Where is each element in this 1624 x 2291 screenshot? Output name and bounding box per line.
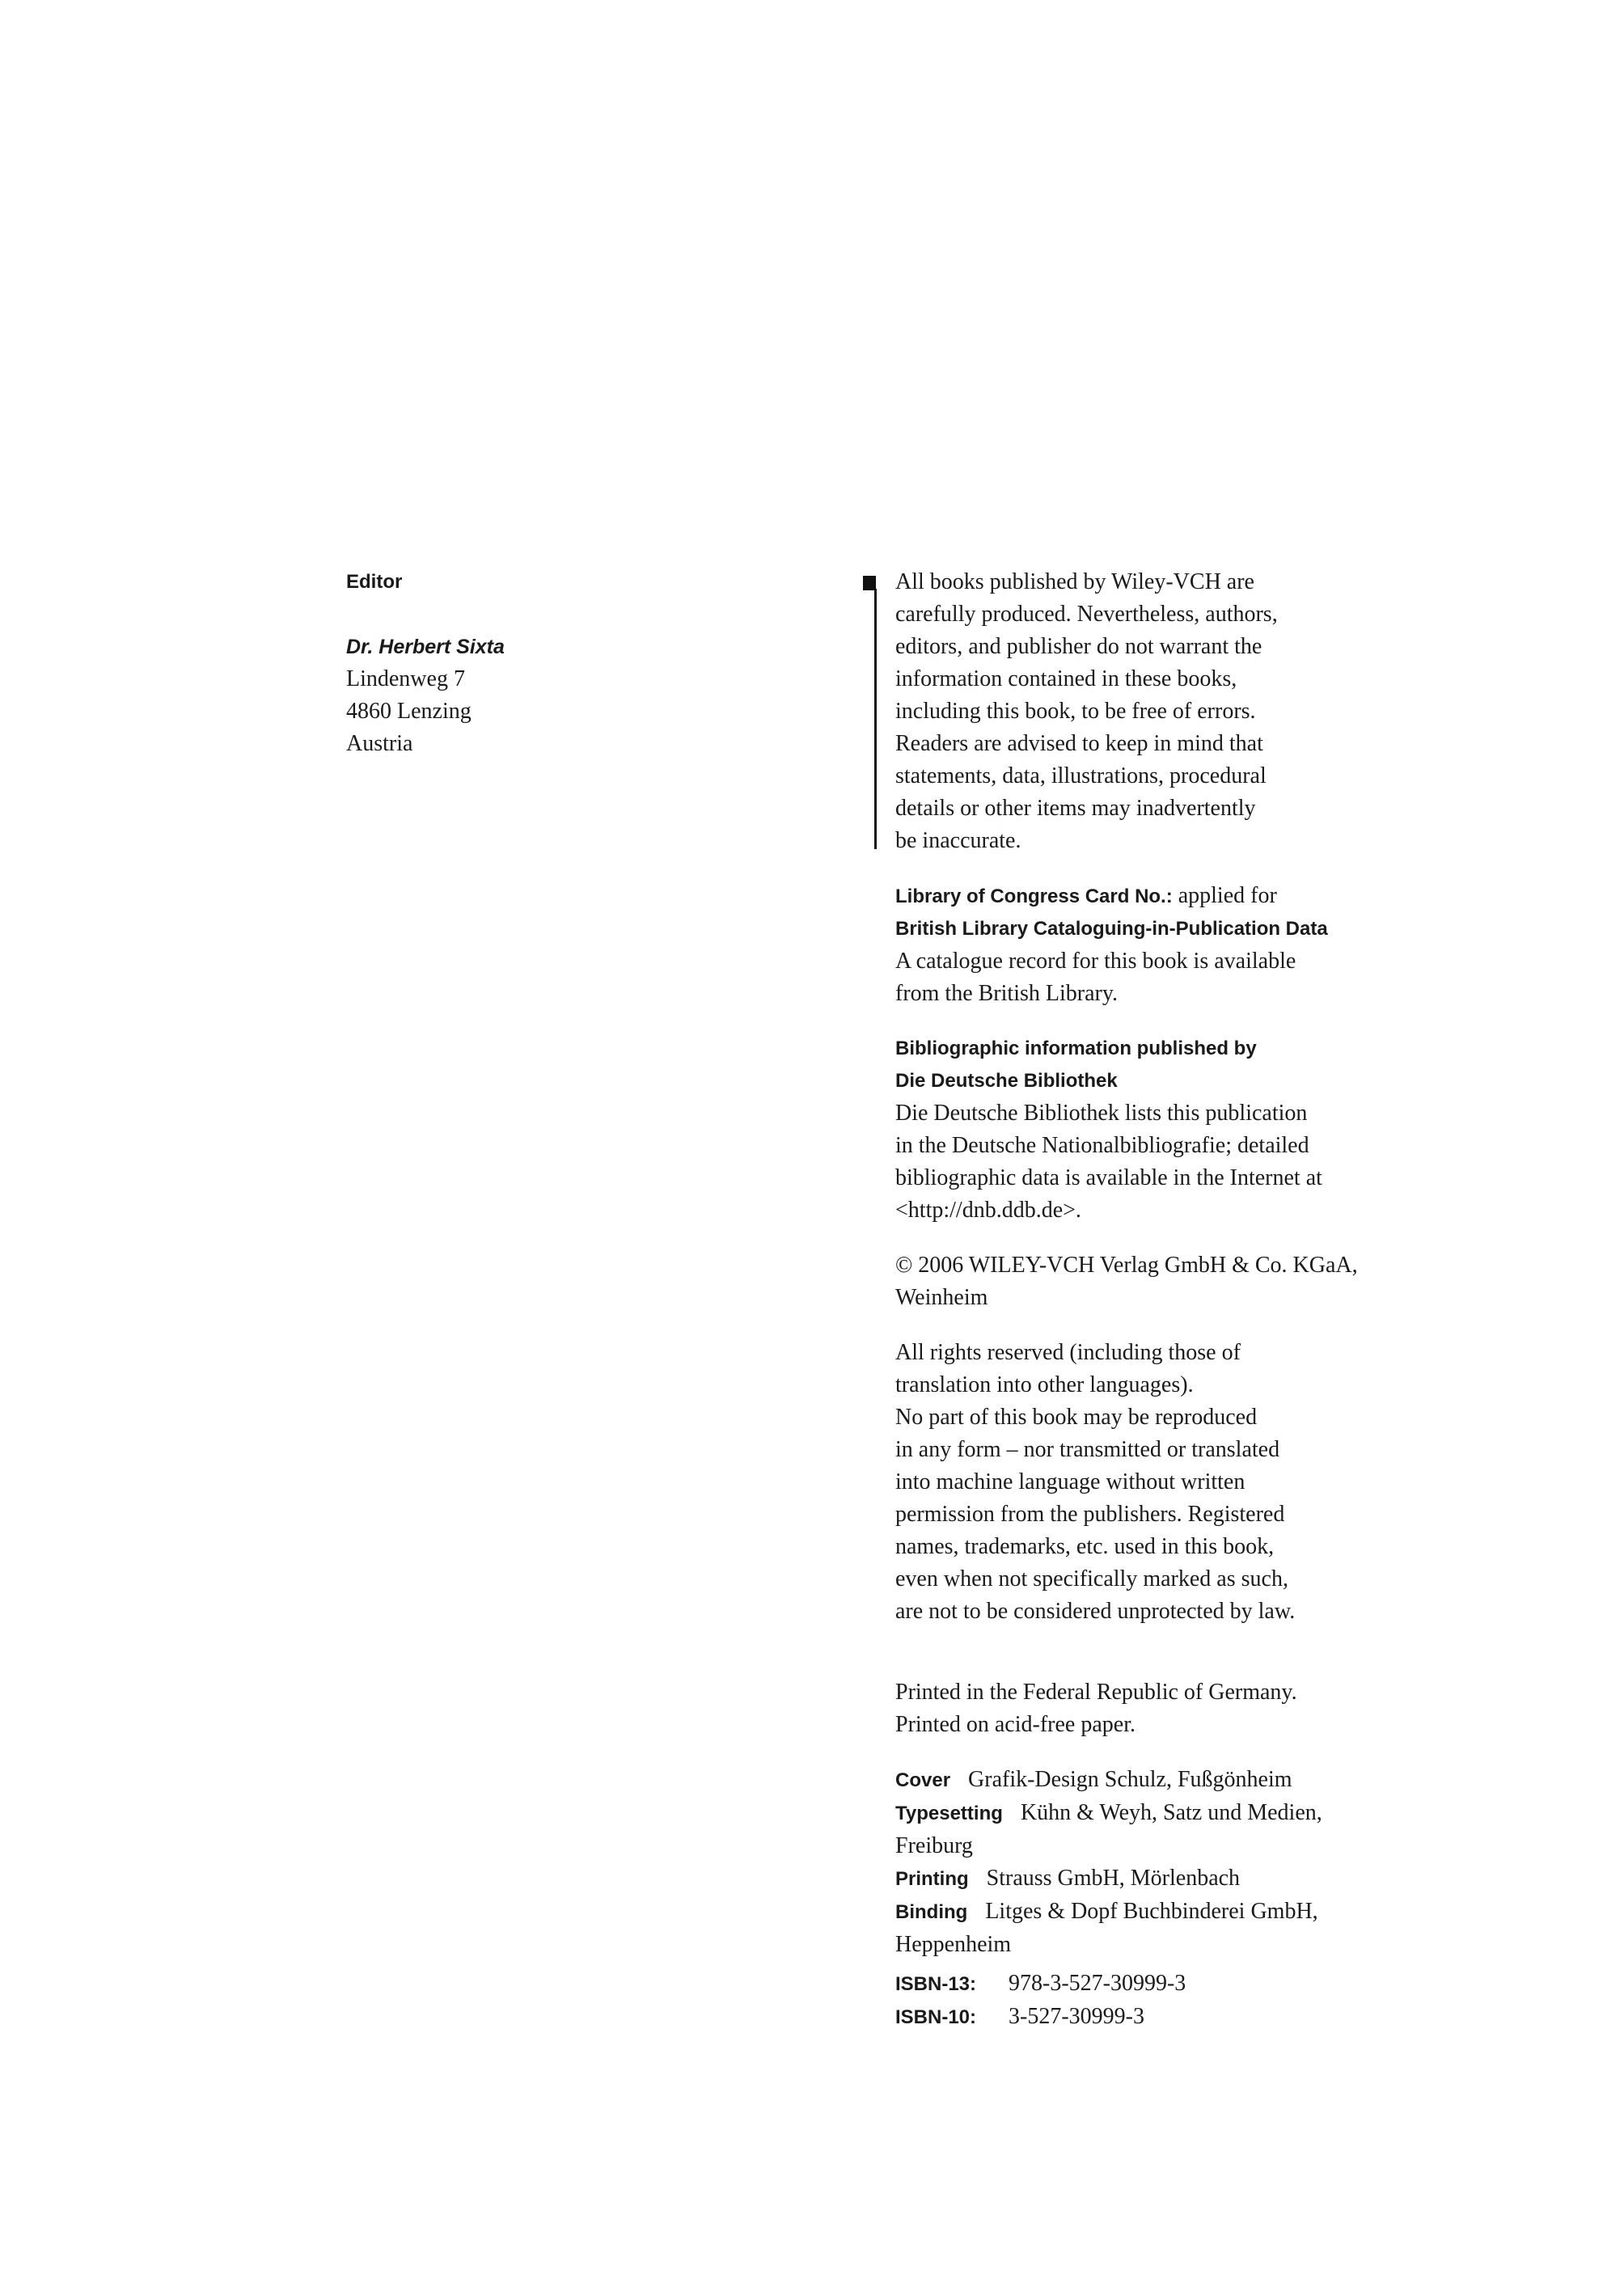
credit-value: Strauss GmbH, Mörlenbach [986, 1866, 1241, 1891]
credit-value: Grafik-Design Schulz, Fußgönheim [968, 1767, 1292, 1792]
credit-typesetting [895, 1797, 1413, 1830]
rights-paragraph [895, 1337, 1413, 1628]
disclaimer-paragraph [895, 566, 1413, 857]
disclaimer-line: editors, and publisher do not warrant the [895, 634, 1262, 659]
disclaimer-line: Readers are advised to keep in mind that [895, 731, 1263, 756]
bl-text-line: from the British Library. [895, 981, 1119, 1006]
rights-line: No part of this book may be reproduced [895, 1405, 1258, 1430]
credit-label: Typesetting [895, 1803, 1003, 1824]
disclaimer-line: information contained in these books, [895, 666, 1237, 691]
disclaimer-line: details or other items may inadvertently [895, 796, 1256, 821]
credit-label: Binding [895, 1901, 968, 1923]
loc-label: Library of Congress Card No.: [895, 886, 1173, 907]
printed-line: Printed on acid-free paper. [895, 1712, 1136, 1737]
rights-line: in any form – nor transmitted or translated [895, 1437, 1280, 1462]
printed-line: Printed in the Federal Republic of Germany. [895, 1680, 1297, 1705]
isbn-block [895, 1968, 1413, 2034]
rights-line: translation into other languages). [895, 1372, 1194, 1397]
bl-heading: British Library Cataloguing-in-Publication Data [895, 918, 1328, 940]
disclaimer-line: be inaccurate. [895, 828, 1021, 853]
dnb-info [895, 1033, 1413, 1227]
library-info [895, 880, 1413, 1010]
address-line: 4860 Lenzing [346, 699, 472, 724]
editor-heading: Editor [346, 571, 403, 593]
isbn10-label: ISBN-10: [895, 2006, 977, 2028]
dnb-heading: Bibliographic information published by [895, 1038, 1257, 1059]
bl-text-line: A catalogue record for this book is available [895, 949, 1296, 974]
credit-printing [895, 1862, 1413, 1896]
dnb-heading: Die Deutsche Bibliothek [895, 1070, 1118, 1092]
printed-notice [895, 1676, 1413, 1741]
credit-value: Litges & Dopf Buchbinderei GmbH, [985, 1899, 1318, 1924]
rights-line: All rights reserved (including those of [895, 1340, 1241, 1365]
isbn13-label: ISBN-13: [895, 1973, 977, 1995]
disclaimer-line: carefully produced. Nevertheless, authors, [895, 602, 1278, 627]
isbn10-line [895, 2001, 1413, 2034]
dnb-text-line: <http://dnb.ddb.de>. [895, 1198, 1081, 1223]
credit-cover [895, 1764, 1413, 1797]
isbn13-line [895, 1968, 1413, 2001]
credit-binding [895, 1896, 1413, 1929]
address-line: Lindenweg 7 [346, 666, 465, 691]
disclaimer-line: All books published by Wiley-VCH are [895, 569, 1254, 594]
copyright-line: Weinheim [895, 1285, 988, 1310]
credit-label: Printing [895, 1868, 969, 1890]
dnb-text-line: in the Deutsche Nationalbibliografie; detailed [895, 1133, 1309, 1158]
production-credits [895, 1764, 1413, 1961]
rights-line: permission from the publishers. Registered [895, 1502, 1285, 1527]
disclaimer-line: statements, data, illustrations, procedural [895, 763, 1267, 788]
loc-line [895, 880, 1413, 913]
rights-line: names, trademarks, etc. used in this book, [895, 1534, 1275, 1559]
credit-binding-cont: Heppenheim [895, 1932, 1012, 1957]
credit-label: Cover [895, 1769, 951, 1791]
margin-marker-rule [874, 589, 877, 849]
copyright-line: © 2006 WILEY-VCH Verlag GmbH & Co. KGaA, [895, 1253, 1358, 1278]
copyright-notice [895, 1249, 1413, 1314]
isbn10-value: 3-527-30999-3 [1009, 2004, 1144, 2029]
rights-line: even when not specifically marked as such, [895, 1566, 1288, 1591]
disclaimer-line: including this book, to be free of errors. [895, 699, 1256, 724]
address-line: Austria [346, 731, 413, 756]
rights-line: are not to be considered unprotected by law. [895, 1599, 1296, 1624]
imprint-column [895, 566, 1413, 2034]
editor-name: Dr. Herbert Sixta [346, 636, 505, 658]
credit-value: Kühn & Weyh, Satz und Medien, [1020, 1800, 1322, 1825]
dnb-text-line: Die Deutsche Bibliothek lists this publication [895, 1101, 1308, 1126]
editor-block [346, 566, 751, 760]
isbn13-value: 978-3-527-30999-3 [1009, 1971, 1186, 1996]
dnb-text-line: bibliographic data is available in the Internet at [895, 1165, 1322, 1190]
loc-value: applied for [1172, 883, 1277, 908]
rights-line: into machine language without written [895, 1469, 1245, 1494]
credit-typesetting-cont: Freiburg [895, 1833, 973, 1858]
